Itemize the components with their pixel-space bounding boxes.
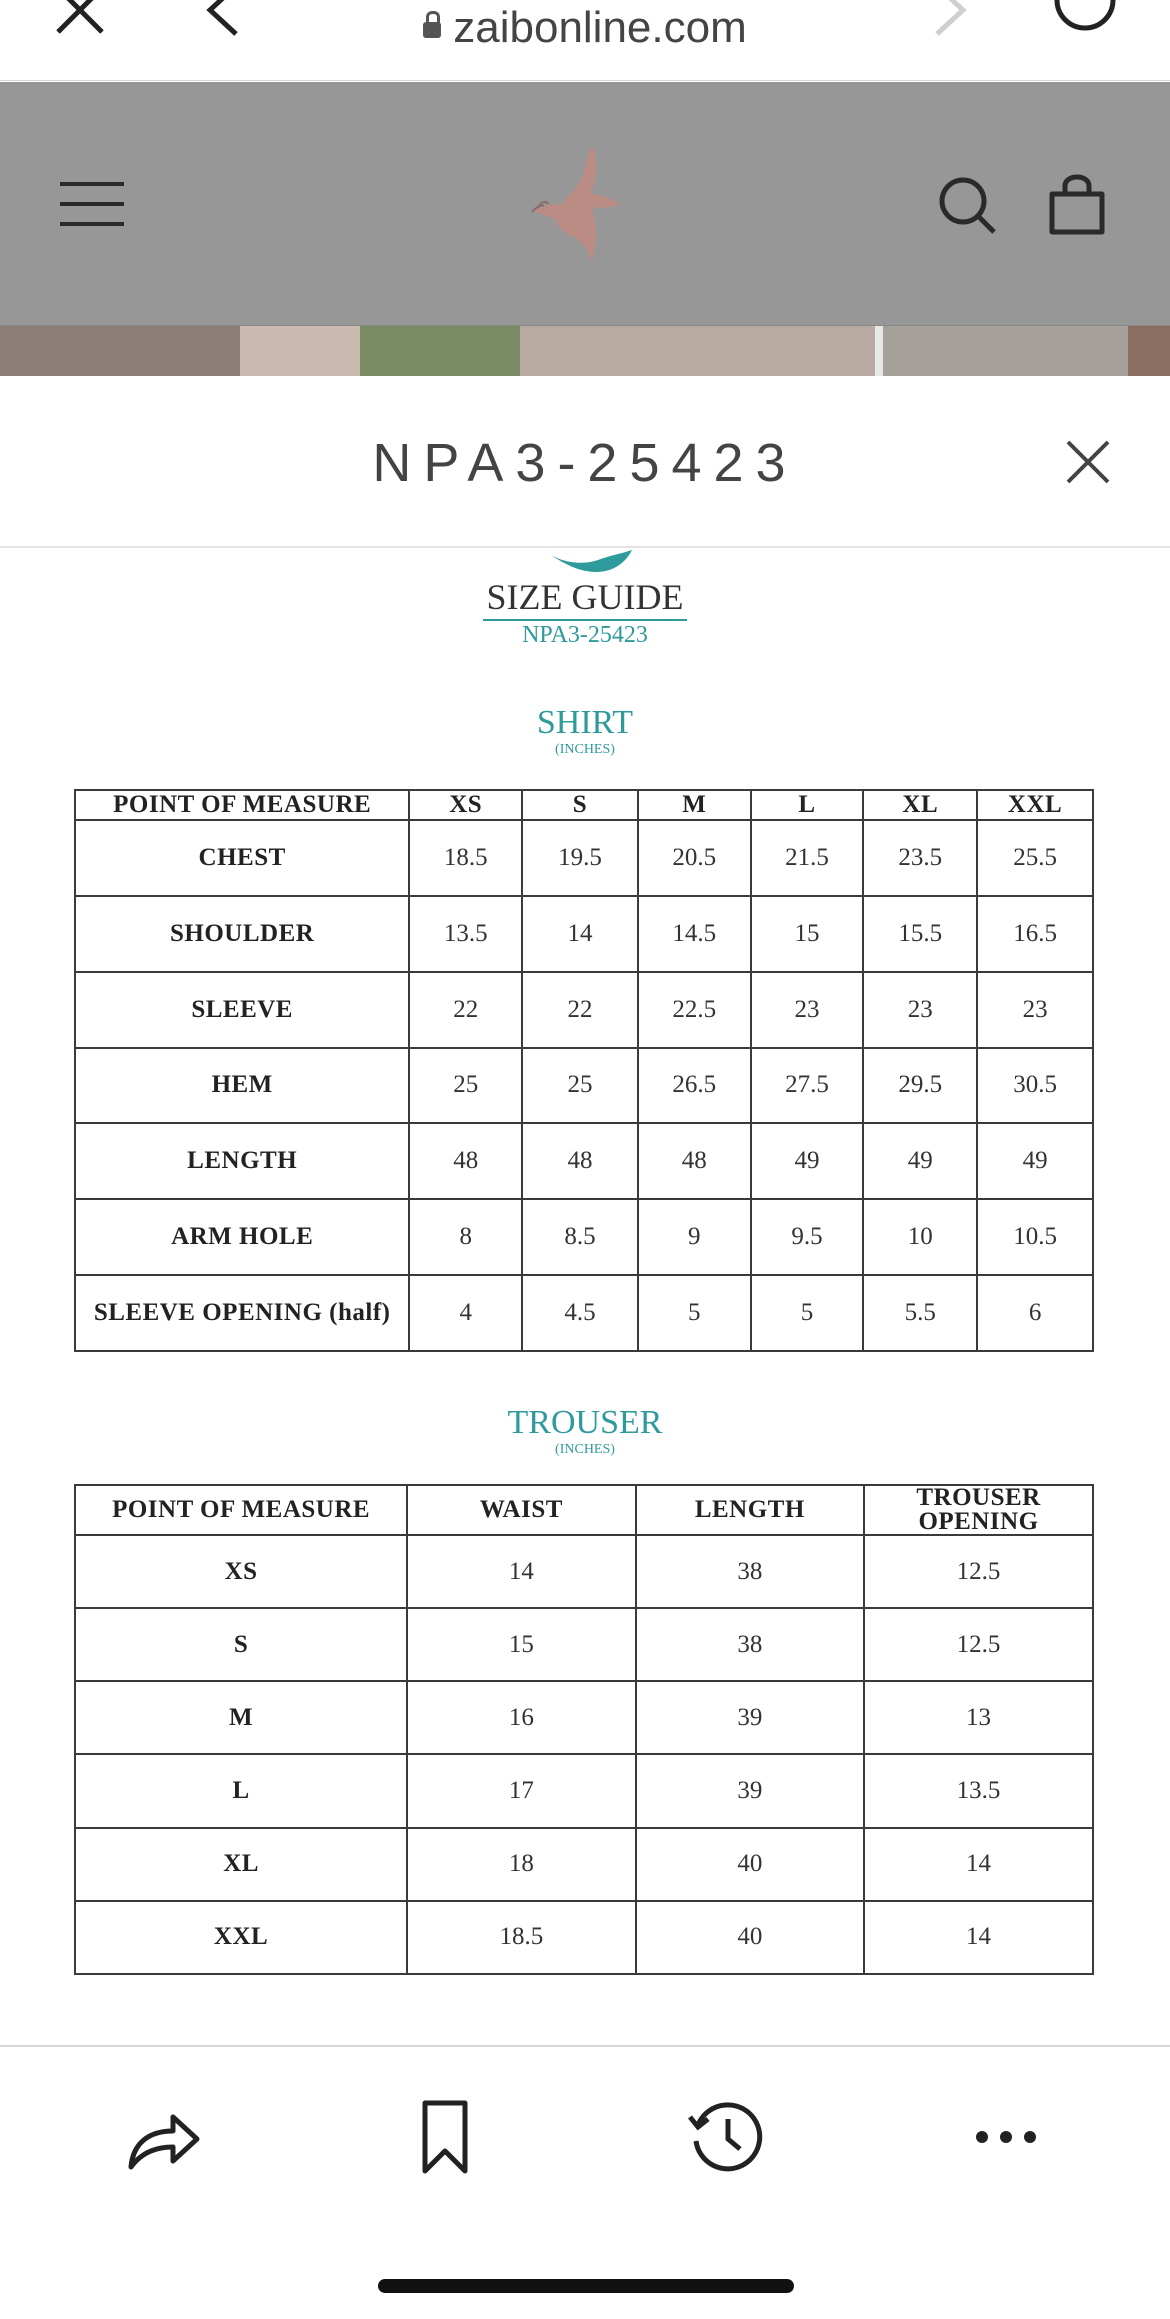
table-row — [75, 1901, 1093, 1974]
column-header: XXL — [977, 790, 1093, 820]
table-cell: 13 — [864, 1681, 1093, 1754]
table-cell: 22.5 — [638, 972, 751, 1048]
table-cell: 25 — [409, 1048, 522, 1124]
table-cell: 13.5 — [864, 1754, 1093, 1827]
size-guide-heading: SIZE GUIDE — [483, 577, 688, 621]
row-label: XL — [75, 1828, 407, 1901]
table-row — [75, 820, 1093, 896]
shirt-size-table — [74, 789, 1094, 1352]
lock-icon — [423, 22, 441, 38]
table-cell: 22 — [522, 972, 638, 1048]
size-guide-modal — [0, 376, 1170, 2040]
table-header-row — [75, 790, 1093, 820]
table-cell: 48 — [522, 1123, 638, 1199]
table-header-row — [75, 1485, 1093, 1535]
table-cell: 29.5 — [863, 1048, 977, 1124]
table-row — [75, 896, 1093, 972]
table-cell: 6 — [977, 1275, 1093, 1351]
row-label: SLEEVE — [75, 972, 409, 1048]
table-cell: 16.5 — [977, 896, 1093, 972]
table-row — [75, 1754, 1093, 1827]
table-row — [75, 972, 1093, 1048]
size-guide-code: NPA3-25423 — [522, 622, 648, 648]
history-icon[interactable] — [686, 2097, 766, 2177]
search-icon[interactable] — [938, 176, 998, 236]
table-cell: 12.5 — [864, 1535, 1093, 1608]
column-header: POINT OF MEASURE — [75, 790, 409, 820]
column-header: TROUSER OPENING — [864, 1485, 1093, 1535]
table-cell: 25 — [522, 1048, 638, 1124]
browser-address-bar — [0, 0, 1170, 81]
table-row — [75, 1275, 1093, 1351]
table-cell: 23 — [751, 972, 864, 1048]
table-cell: 9 — [638, 1199, 751, 1275]
trouser-title: TROUSER — [507, 1404, 663, 1441]
row-label: S — [75, 1608, 407, 1681]
table-cell: 18.5 — [407, 1901, 635, 1974]
table-cell: 23 — [863, 972, 977, 1048]
column-header: S — [522, 790, 638, 820]
table-cell: 48 — [409, 1123, 522, 1199]
shirt-title: SHIRT — [536, 704, 634, 741]
table-cell: 40 — [636, 1828, 865, 1901]
table-cell: 39 — [636, 1754, 865, 1827]
row-label: SLEEVE OPENING (half) — [75, 1275, 409, 1351]
table-cell: 5 — [638, 1275, 751, 1351]
share-icon[interactable] — [125, 2097, 205, 2177]
table-cell: 23.5 — [863, 820, 977, 896]
table-cell: 20.5 — [638, 820, 751, 896]
table-cell: 5.5 — [863, 1275, 977, 1351]
column-header: XS — [409, 790, 522, 820]
table-cell: 18 — [407, 1828, 635, 1901]
table-cell: 14 — [864, 1828, 1093, 1901]
more-icon[interactable] — [966, 2097, 1046, 2177]
column-header: XL — [863, 790, 977, 820]
row-label: SHOULDER — [75, 896, 409, 972]
browser-toolbar — [0, 2045, 1170, 2319]
table-cell: 4.5 — [522, 1275, 638, 1351]
row-label: ARM HOLE — [75, 1199, 409, 1275]
row-label: L — [75, 1754, 407, 1827]
table-cell: 19.5 — [522, 820, 638, 896]
table-cell: 14 — [864, 1901, 1093, 1974]
table-cell: 10.5 — [977, 1199, 1093, 1275]
table-cell: 16 — [407, 1681, 635, 1754]
reload-icon[interactable] — [1052, 0, 1118, 40]
product-image-strip — [0, 326, 1170, 376]
row-label: LENGTH — [75, 1123, 409, 1199]
table-cell: 49 — [863, 1123, 977, 1199]
table-cell: 21.5 — [751, 820, 864, 896]
modal-title: NPA3-25423 — [372, 433, 798, 493]
table-cell: 26.5 — [638, 1048, 751, 1124]
row-label: CHEST — [75, 820, 409, 896]
close-icon[interactable] — [1058, 432, 1118, 492]
column-header: POINT OF MEASURE — [75, 1485, 407, 1535]
trouser-unit: (INCHES) — [555, 1442, 615, 1457]
shopping-bag-icon[interactable] — [1048, 172, 1106, 236]
modal-header — [0, 376, 1170, 548]
row-label: XS — [75, 1535, 407, 1608]
table-cell: 14.5 — [638, 896, 751, 972]
row-label: XXL — [75, 1901, 407, 1974]
column-header: L — [751, 790, 864, 820]
site-header — [0, 82, 1170, 326]
table-cell: 14 — [407, 1535, 635, 1608]
table-row — [75, 1828, 1093, 1901]
table-cell: 15 — [751, 896, 864, 972]
table-cell: 40 — [636, 1901, 865, 1974]
column-header: LENGTH — [636, 1485, 865, 1535]
table-cell: 30.5 — [977, 1048, 1093, 1124]
table-cell: 49 — [977, 1123, 1093, 1199]
table-cell: 12.5 — [864, 1608, 1093, 1681]
url-text: zaibonline.com — [453, 3, 747, 52]
table-cell: 27.5 — [751, 1048, 864, 1124]
table-cell: 13.5 — [409, 896, 522, 972]
table-cell: 5 — [751, 1275, 864, 1351]
table-cell: 22 — [409, 972, 522, 1048]
table-row — [75, 1681, 1093, 1754]
table-cell: 4 — [409, 1275, 522, 1351]
bird-logo-icon — [540, 548, 636, 574]
table-cell: 17 — [407, 1754, 635, 1827]
table-cell: 23 — [977, 972, 1093, 1048]
table-row — [75, 1048, 1093, 1124]
table-cell: 8 — [409, 1199, 522, 1275]
chevron-right-icon[interactable] — [925, 0, 975, 40]
table-cell: 15.5 — [863, 896, 977, 972]
table-cell: 38 — [636, 1535, 865, 1608]
table-cell: 38 — [636, 1608, 865, 1681]
table-cell: 25.5 — [977, 820, 1093, 896]
table-row — [75, 1535, 1093, 1608]
row-label: HEM — [75, 1048, 409, 1124]
hamburger-menu-icon[interactable] — [58, 180, 126, 228]
dove-logo-icon[interactable] — [530, 142, 640, 272]
home-indicator[interactable] — [378, 2279, 794, 2293]
bookmark-icon[interactable] — [405, 2097, 485, 2177]
table-row — [75, 1608, 1093, 1681]
table-cell: 8.5 — [522, 1199, 638, 1275]
table-cell: 48 — [638, 1123, 751, 1199]
table-row — [75, 1199, 1093, 1275]
table-row — [75, 1123, 1093, 1199]
column-header: WAIST — [407, 1485, 635, 1535]
column-header: M — [638, 790, 751, 820]
table-cell: 9.5 — [751, 1199, 864, 1275]
table-cell: 14 — [522, 896, 638, 972]
trouser-size-table — [74, 1484, 1094, 1975]
table-cell: 39 — [636, 1681, 865, 1754]
table-cell: 15 — [407, 1608, 635, 1681]
table-cell: 18.5 — [409, 820, 522, 896]
table-cell: 49 — [751, 1123, 864, 1199]
table-cell: 10 — [863, 1199, 977, 1275]
url-field[interactable] — [0, 0, 1170, 56]
shirt-unit: (INCHES) — [555, 742, 615, 757]
row-label: M — [75, 1681, 407, 1754]
